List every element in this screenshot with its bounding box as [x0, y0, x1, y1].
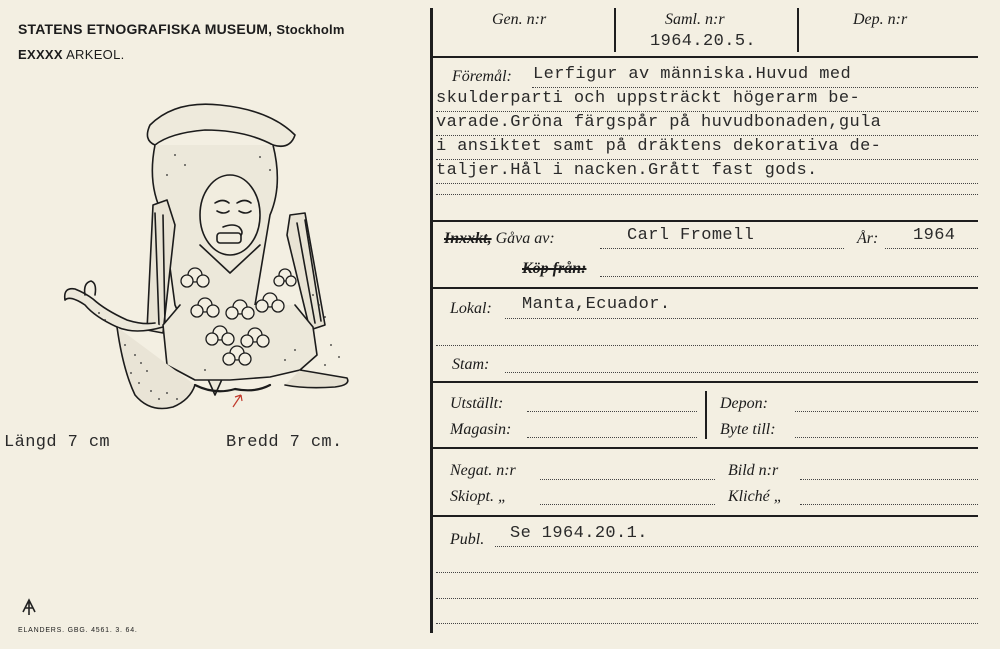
negat-dots: [540, 479, 715, 480]
magasin-label: Magasin:: [450, 421, 512, 438]
publ-label: Publ.: [450, 531, 485, 548]
ar-dots: [885, 248, 978, 249]
foremal-dots-5: [436, 183, 978, 184]
negat-label: Negat. n:r: [450, 462, 516, 479]
depon-label: Depon:: [720, 395, 768, 412]
card-left-border: [430, 8, 433, 633]
department-struck: EXXXX: [18, 47, 63, 62]
kliche-dots: [800, 504, 978, 505]
lokal-label: Lokal:: [450, 300, 492, 317]
width-text: Bredd 7 cm.: [226, 433, 343, 452]
depon-dots: [795, 411, 978, 412]
museum-header: [18, 21, 345, 37]
header-divider-1: [614, 8, 616, 52]
ar-label: År:: [857, 230, 879, 247]
printer-text: ELANDERS. GBG. 4561. 3. 64.: [18, 627, 138, 634]
length-text: Längd 7 cm: [4, 433, 111, 452]
lokal-dots-2: [436, 345, 978, 346]
foremal-line-1: Lerfigur av människa.Huvud med: [533, 65, 852, 84]
byte-label: Byte till:: [720, 421, 776, 438]
gava-value: Carl Fromell: [627, 226, 755, 245]
gen-label: Gen. n:r: [492, 11, 547, 28]
publ-value: Se 1964.20.1.: [510, 524, 648, 543]
clay-figure-drawing: [55, 95, 365, 415]
lokal-dots-1: [505, 318, 978, 319]
kliche-label: Kliché „: [728, 488, 783, 505]
acquisition-line: [444, 230, 555, 248]
header-rule: [432, 56, 978, 58]
foremal-dots-2: [436, 111, 978, 112]
stam-rule: [432, 381, 978, 383]
foremal-line-4: i ansiktet samt på dräktens dekorativa de-: [436, 137, 882, 156]
museum-name: STATENS ETNOGRAFISKA MUSEUM,: [18, 21, 273, 37]
utstallt-dots: [527, 411, 697, 412]
publ-dots-4: [436, 623, 978, 624]
struck-word: Inxxkt,: [444, 230, 492, 247]
skiopt-label: Skiopt. „: [450, 488, 507, 505]
publ-dots-2: [436, 572, 978, 573]
kop-dots: [600, 276, 978, 277]
foremal-line-2: skulderparti och uppsträckt högerarm be-: [436, 89, 861, 108]
bild-dots: [800, 479, 978, 480]
negat-rule: [432, 515, 978, 517]
foremal-label: Föremål:: [452, 68, 512, 85]
gava-dots: [600, 248, 844, 249]
saml-label: Saml. n:r: [665, 11, 725, 28]
museum-city: Stockholm: [276, 22, 345, 37]
foremal-dots-6: [436, 194, 978, 195]
publ-dots-3: [436, 598, 978, 599]
utstallt-rule: [432, 447, 978, 449]
stam-label: Stam:: [452, 356, 490, 373]
saml-value: 1964.20.5.: [650, 32, 757, 51]
skiopt-dots: [540, 504, 715, 505]
dep-label: Dep. n:r: [853, 11, 908, 28]
foremal-line-5: taljer.Hål i nacken.Grått fast gods.: [436, 161, 818, 180]
byte-dots: [795, 437, 978, 438]
ar-value: 1964: [913, 226, 956, 245]
utstallt-label: Utställt:: [450, 395, 504, 412]
bild-label: Bild n:r: [728, 462, 779, 479]
kop-label: Köp från:: [522, 260, 587, 277]
department-line: [18, 47, 125, 62]
department-name: ARKEOL.: [66, 47, 125, 62]
foremal-line-3: varade.Gröna färgspår på huvudbonaden,gula: [436, 113, 882, 132]
gava-rule: [432, 287, 978, 289]
foremal-dots-4: [436, 159, 978, 160]
header-divider-2: [797, 8, 799, 52]
publ-dots-1: [495, 546, 978, 547]
magasin-dots: [527, 437, 697, 438]
foremal-dots-3: [436, 135, 978, 136]
foremal-rule: [432, 220, 978, 222]
gava-label: Gåva av:: [495, 230, 555, 247]
lokal-value: Manta,Ecuador.: [522, 295, 671, 314]
utstallt-divider: [705, 391, 707, 439]
printer-logo-icon: [20, 598, 38, 616]
foremal-dots-1: [532, 87, 978, 88]
stam-dots: [505, 372, 978, 373]
